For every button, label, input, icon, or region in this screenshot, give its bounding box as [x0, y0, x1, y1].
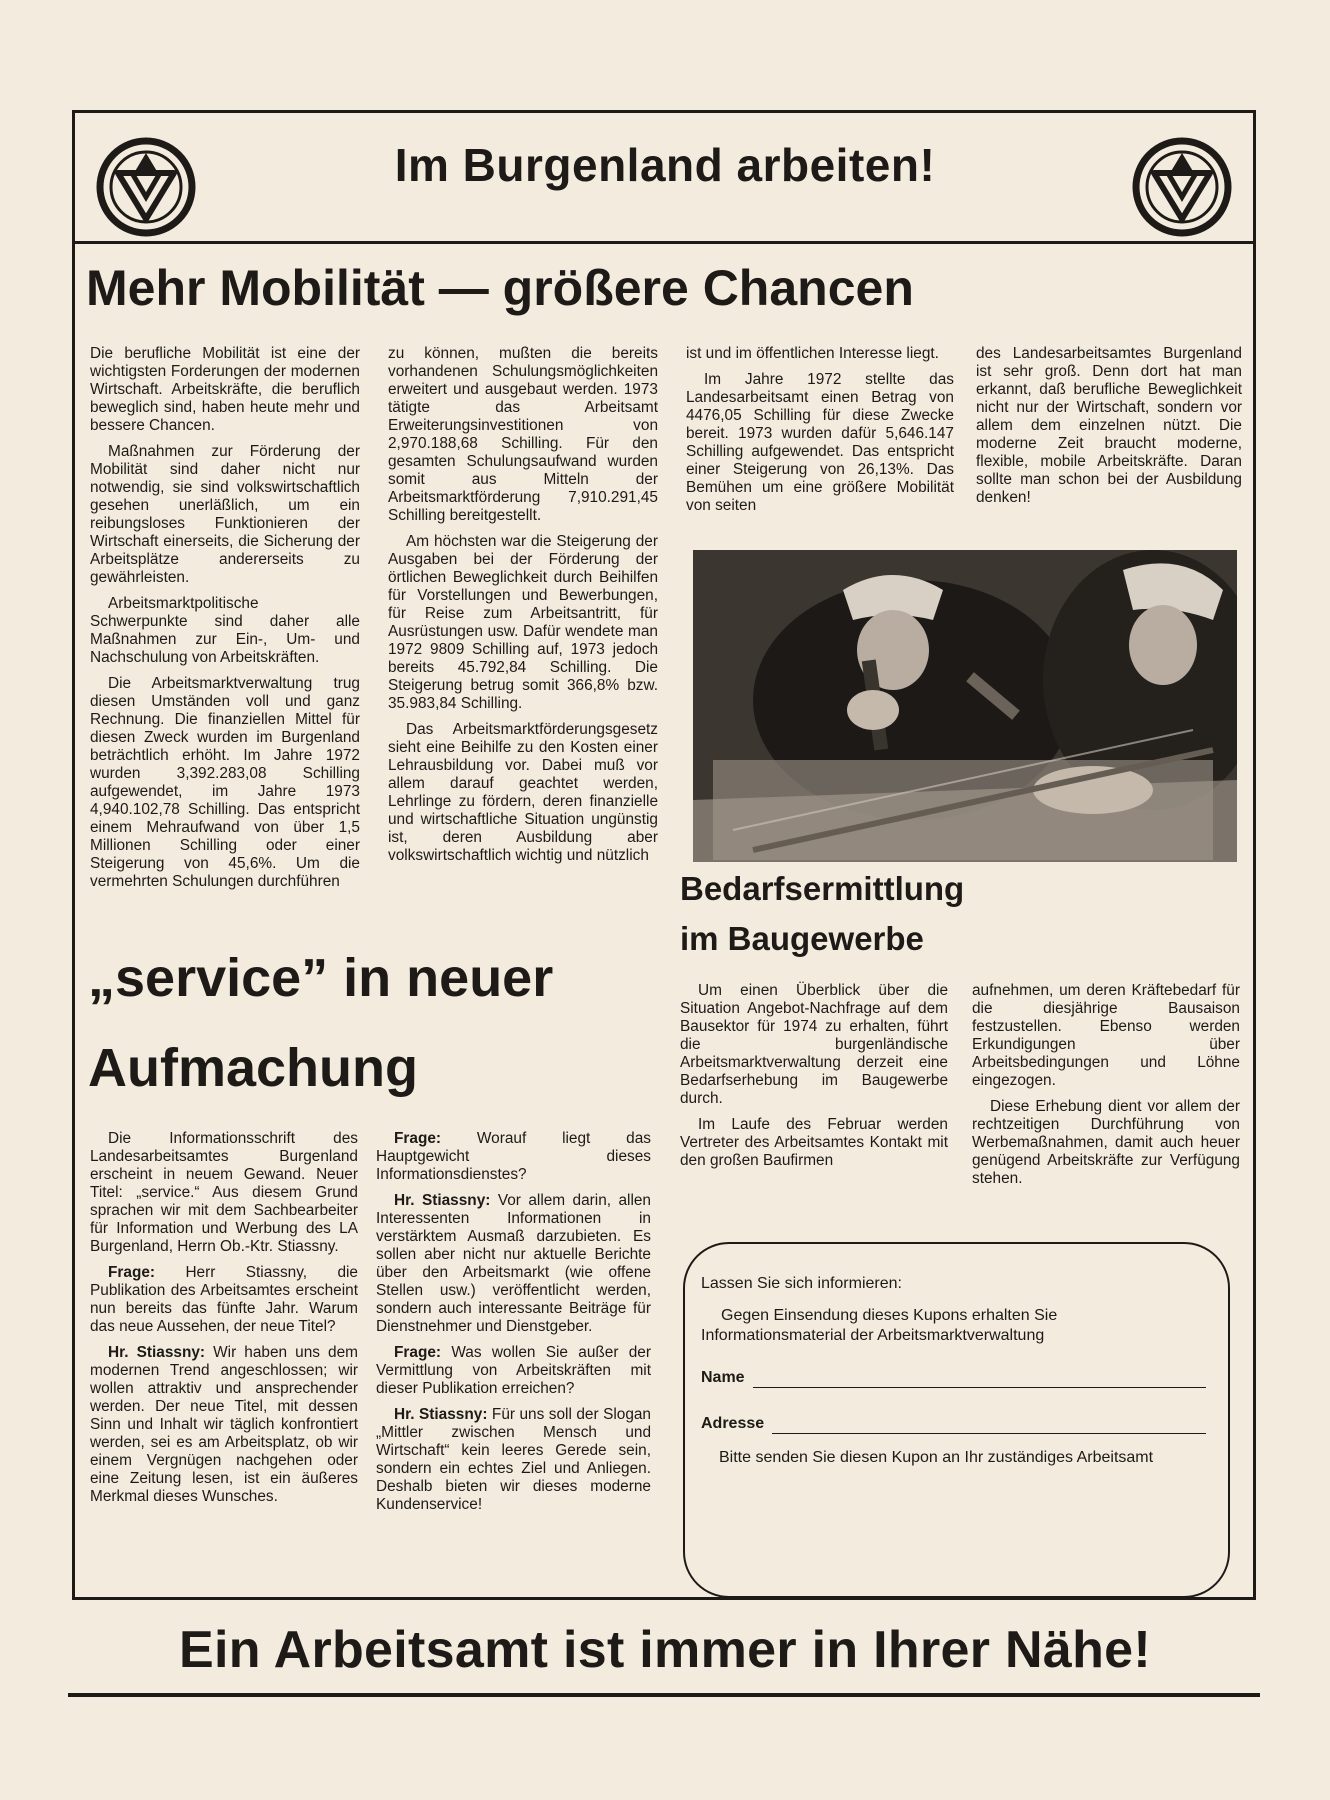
- article-headline-service-line1: „service” in neuer: [88, 948, 554, 1008]
- coupon-footer-text: Bitte senden Sie diesen Kupon an Ihr zuständiges Arbeitsamt: [719, 1449, 1154, 1466]
- paragraph: Im Laufe des Februar werden Vertreter des Arbeitsamtes Kontakt mit den großen Baufirmen: [680, 1116, 948, 1169]
- interview-speaker: Frage:: [394, 1130, 442, 1147]
- interview-text: Was wollen Sie außer der Vermittlung von Arbeitskräften mit dieser Publikation erreichen?: [376, 1344, 651, 1397]
- article-demand-col-1: [680, 982, 948, 1178]
- interview-speaker: Hr. Stiassny:: [394, 1192, 491, 1209]
- interview-text: Vor allem darin, allen Interessenten Informationen in verstärktem Ausmaß darzubieten. Es sollen aber nicht nur aktuelle Berichte über den Arbeitsmarkt (wie offene Stellen usw.) veröffentlicht werden, sondern auch interessante Beiträge für Dienstnehmer und Dienstgeber.: [376, 1192, 651, 1335]
- article-headline-mobility: Mehr Mobilität — größere Chancen: [86, 260, 914, 316]
- name-label: Name: [701, 1369, 745, 1386]
- paragraph: des Landesarbeitsamtes Burgenland ist sehr groß. Denn dort hat man erkannt, daß berufliche Beweglichkeit nicht nur der Wirtschaft, sondern vor allem dem einzelnen nützt. Die moderne Zeit braucht moderne, flexible, mobile Arbeitskräfte. Daran sollte man schon bei der Ausbildung denken!: [976, 345, 1242, 506]
- paragraph: [90, 1344, 358, 1506]
- article-demand-col-2: [972, 982, 1240, 1196]
- article-service-col-2: [376, 1130, 651, 1522]
- footer-slogan: Ein Arbeitsamt ist immer in Ihrer Nähe!: [178, 1621, 1152, 1679]
- paragraph: [376, 1406, 651, 1514]
- coupon-intro: Lassen Sie sich informieren:: [701, 1275, 902, 1292]
- paragraph: Um einen Überblick über die Situation Angebot-Nachfrage auf dem Bausektor für 1974 zu erhalten, führt die burgenländische Arbeitsmarktverwaltung derzeit eine Bedarfserhebung im Baugewerbe durch.: [680, 982, 948, 1107]
- paragraph: aufnehmen, um deren Kräftebedarf für die diesjährige Bausaison festzustellen. Ebenso werden Erkundigungen über Arbeitsbedingungen und Löhne eingezogen.: [972, 982, 1240, 1089]
- paragraph: Die Arbeitsmarktverwaltung trug diesen Umständen voll und ganz Rechnung. Die finanziellen Mittel für diesen Zweck wurden im Burgenland beträchtlich erhöht. Im Jahre 1972 wurden 3,392.283,08 Schilling aufgewendet, im Jahre 1973 4,940.102,78 Schilling. Das entspricht einem Mehraufwand von über 1,5 Millionen Schilling oder einer Steigerung von 45,6%. Um die vermehrten Schulungen durchführen: [90, 675, 360, 890]
- interview-text: Herr Stiassny, die Publikation des Arbeitsamtes erscheint nun bereits das fünfte Jahr. Warum das neue Aussehen, der neue Titel?: [90, 1264, 358, 1335]
- paragraph: Die berufliche Mobilität ist eine der wichtigsten Forderungen der modernen Wirtschaft. Arbeitskräfte, die beruflich beweglich sind, haben heute mehr und bessere Chancen.: [90, 345, 360, 434]
- header-divider: [72, 241, 1256, 244]
- paragraph: Maßnahmen zur Förderung der Mobilität sind daher nicht nur notwendig, sie sind volkswirtschaftlich gesehen unerläßlich, um ein reibungsloses Funktionieren der Wirtschaft einerseits, die Sicherung der Arbeitsplätze andererseits zu gewährleisten.: [90, 443, 360, 586]
- interview-text: Worauf liegt das Hauptgewicht dieses Informationsdienstes?: [376, 1130, 651, 1183]
- article-mobility-col-2: [388, 345, 658, 873]
- photo-workers-carpentry: [693, 550, 1237, 862]
- article-headline-service-line2: Aufmachung: [88, 1038, 418, 1098]
- interview-speaker: Hr. Stiassny:: [108, 1344, 206, 1361]
- article-mobility-col-3: [686, 345, 954, 523]
- paragraph: Arbeitsmarktpolitische Schwerpunkte sind daher alle Maßnahmen zur Ein-, Um- und Nachschulung von Arbeitskräften.: [90, 595, 360, 666]
- article-headline-demand-line2: im Baugewerbe: [680, 920, 924, 957]
- paragraph: [376, 1130, 651, 1184]
- coupon-text: Gegen Einsendung dieses Kupons erhalten Sie Informationsmaterial der Arbeitsmarktverwaltung: [701, 1307, 1058, 1344]
- interview-text: Die Informationsschrift des Landesarbeitsamtes Burgenland erscheint in neuem Gewand. Neuer Titel: „service.“ Aus diesem Grund sprachen wir mit dem Sachbearbeiter für Information und Werbung des LA Burgenland, Herrn Ob.-Ktr. Stiassny.: [90, 1130, 358, 1255]
- interview-speaker: Hr. Stiassny:: [394, 1406, 488, 1423]
- interview-text: Wir haben uns dem modernen Trend angeschlossen; wir wollen attraktiv und ansprechender werden. Der neue Titel, mit dessen Sinn und Inhalt wir täglich konfrontiert werden, sei es am Arbeitsplatz, ob wir einem Vergnügen nachgehen oder eine Zeitung lesen, ist ein äußeres Merkmal dieses Wunsches.: [90, 1344, 358, 1505]
- paragraph: Das Arbeitsmarktförderungsgesetz sieht eine Beihilfe zu den Kosten einer Lehrausbildung vor. Dabei muß vor allem darauf geachtet werden, Lehrlinge zu fördern, deren finanzielle und wirtschaftliche Situation ungünstig ist, deren Ausbildung aber volkswirtschaftlich wichtig und nützlich: [388, 721, 658, 864]
- coupon-body: [701, 1274, 1206, 1468]
- name-field[interactable]: [753, 1373, 1206, 1388]
- interview-text: Für uns soll der Slogan „Mittler zwischen Mensch und Wirtschaft“ kein leeres Gerede sein, sondern ein echtes Ziel und Anliegen. Deshalb bieten wir dieses moderne Kundenservice!: [376, 1406, 651, 1513]
- article-headline-demand-line1: Bedarfsermittlung: [680, 870, 965, 907]
- paragraph: Im Jahre 1972 stellte das Landesarbeitsamt einen Betrag von 4476,05 Schilling für diese Zwecke bereit. 1973 wurden dafür 5,646.147 Schilling aufgewendet. Das entspricht einer Steigerung von 26,13%. Das Bemühen um eine größere Mobilität von seiten: [686, 371, 954, 514]
- paragraph: [376, 1192, 651, 1336]
- page-header-title: Im Burgenland arbeiten!: [394, 139, 936, 191]
- paragraph: zu können, mußten die bereits vorhandenen Schulungsmöglichkeiten erweitert und ausgebaut werden. 1973 tätigte das Arbeitsamt Erweiterungsinvestitionen von 2,970.188,68 Schilling. Für den gesamten Schulungsaufwand wurden somit aus Mitteln der Arbeitsmarktförderung 7,910.291,45 Schilling bereitgestellt.: [388, 345, 658, 524]
- paragraph: [90, 1264, 358, 1336]
- info-coupon[interactable]: [683, 1242, 1230, 1598]
- paragraph: [90, 1130, 358, 1256]
- footer-divider: [68, 1693, 1260, 1697]
- article-service-col-1: [90, 1130, 358, 1514]
- article-mobility-col-1: [90, 345, 360, 899]
- paragraph: Diese Erhebung dient vor allem der rechtzeitigen Durchführung von Werbemaßnahmen, damit auch heuer genügend Arbeitskräfte zur Verfügung stehen.: [972, 1098, 1240, 1187]
- article-mobility-col-4: [976, 345, 1242, 515]
- interview-speaker: Frage:: [394, 1344, 442, 1361]
- coupon-address-row: [701, 1414, 1206, 1434]
- paragraph: ist und im öffentlichen Interesse liegt.: [686, 345, 939, 362]
- address-field[interactable]: [772, 1419, 1206, 1434]
- paragraph: Am höchsten war die Steigerung der Ausgaben bei der Förderung der örtlichen Beweglichkeit durch Beihilfen für Vorstellungen und Bewerbungen, für Reise zum Arbeitsantritt, für Ausrüstungen usw. Dafür wendete man 1972 9809 Schilling auf, 1973 jedoch bereits 45.792,84 Schilling. Die Steigerung betrug somit 366,8% bzw. 35.983,84 Schilling.: [388, 533, 658, 712]
- interview-speaker: Frage:: [108, 1264, 156, 1281]
- coupon-name-row: [701, 1368, 1206, 1388]
- paragraph: [376, 1344, 651, 1398]
- address-label: Adresse: [701, 1415, 765, 1432]
